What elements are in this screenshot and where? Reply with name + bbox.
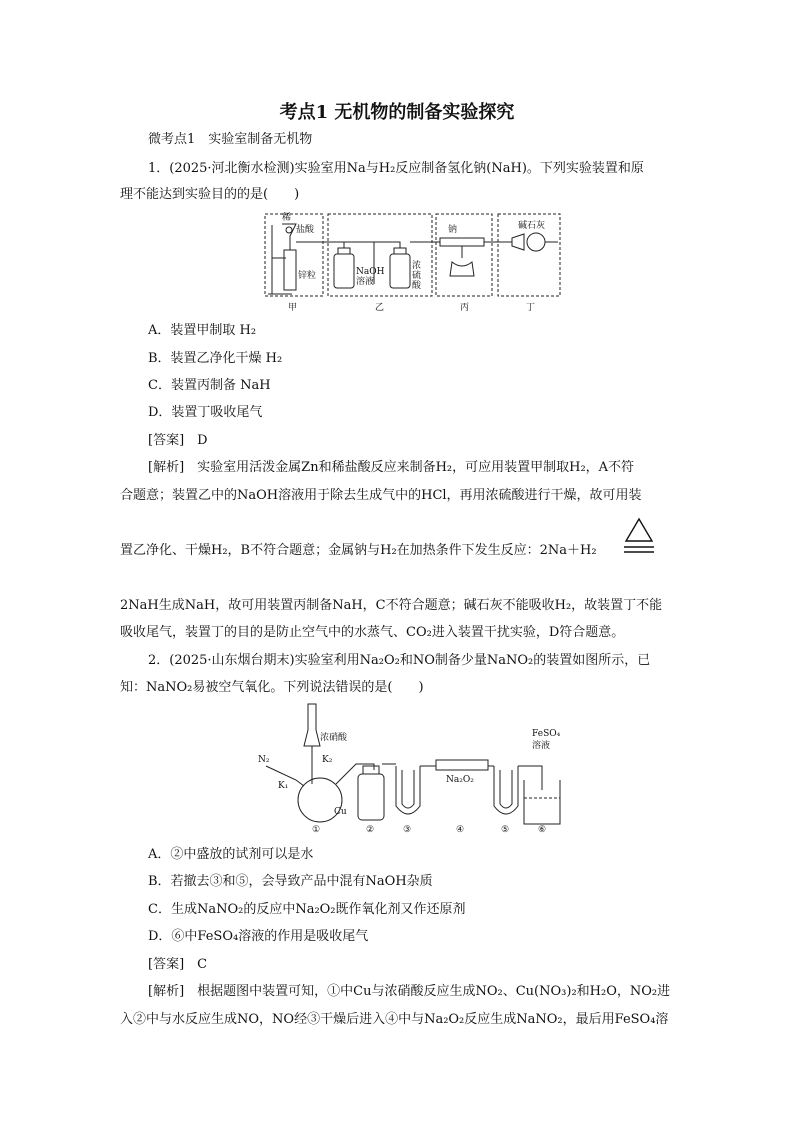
q2-label-n2: N₂ xyxy=(258,755,270,765)
q2-label-k1: K₁ xyxy=(278,781,289,791)
q2-label-c6: ⑥ xyxy=(538,825,547,835)
q2-answer xyxy=(148,956,207,974)
analysis-text: 根据题图中装置可知，①中Cu与浓硝酸反应生成NO₂、Cu(NO₃)₂和H₂O，NO₂进 xyxy=(197,984,671,999)
q2-label-k2: K₂ xyxy=(322,755,333,765)
q2-label-c5: ⑤ xyxy=(501,825,510,835)
q1-label-rongye: 溶液 xyxy=(356,277,375,287)
q2-option-a: A．②中盛放的试剂可以是水 xyxy=(148,847,314,862)
q2-label-cu: Cu xyxy=(334,807,347,817)
q1-option-c: C．装置丙制备 NaH xyxy=(148,378,271,393)
answer-tag: [答案] xyxy=(148,433,185,448)
q1-label-liu: 硫 xyxy=(412,271,422,281)
q2-label-hno3: 浓硝酸 xyxy=(320,733,348,743)
answer-value: C xyxy=(197,957,208,972)
q1-apparatus-figure xyxy=(262,210,562,318)
q2-analysis-line1 xyxy=(148,983,670,1001)
q2-analysis-line2: 入②中与水反应生成NO，NO经③干燥后进入④中与Na₂O₂反应生成NaNO₂，最后用FeSO₄溶 xyxy=(120,1012,669,1027)
heating-triangle-icon xyxy=(622,515,656,559)
q1-analysis-line3: 置乙净化、干燥H₂，B不符合题意；金属钠与H₂在加热条件下发生反应：2Na＋H₂ xyxy=(120,543,597,558)
q2-label-rongye: 溶液 xyxy=(532,741,551,751)
q2-label-c2: ② xyxy=(366,825,375,835)
q2-stem-line2: 知：NaNO₂易被空气氧化。下列说法错误的是( ) xyxy=(120,680,424,695)
q2-label-c1: ① xyxy=(312,825,321,835)
q1-stem-line1: 1．(2025·河北衡水检测)实验室用Na与H₂反应制备氢化钠(NaH)。下列实验装置和原 xyxy=(148,161,644,176)
q1-option-b: B．装置乙净化干燥 H₂ xyxy=(148,351,283,366)
analysis-text: 实验室用活泼金属Zn和稀盐酸反应来制备H₂，可应用装置甲制取H₂，A不符 xyxy=(197,460,635,475)
q1-analysis-line1 xyxy=(148,459,634,477)
subtitle: 微考点1 实验室制备无机物 xyxy=(148,132,313,147)
analysis-tag: [解析] xyxy=(148,984,185,999)
q2-label-c3: ③ xyxy=(403,825,412,835)
q1-analysis-line2: 合题意；装置乙中的NaOH溶液用于除去生成气中的HCl，再用浓硫酸进行干燥，故可用装 xyxy=(120,488,642,503)
q1-label-xi: 稀 xyxy=(282,213,292,223)
q2-label-feso4: FeSO₄ xyxy=(532,729,561,739)
answer-tag: [答案] xyxy=(148,957,185,972)
q2-option-c: C．生成NaNO₂的反应中Na₂O₂既作氧化剂又作还原剂 xyxy=(148,902,466,917)
q1-stem-line2: 理不能达到实验目的的是( ) xyxy=(120,187,300,202)
q1-label-xinli: 锌粒 xyxy=(298,271,317,281)
q1-label-jianshihui: 碱石灰 xyxy=(518,221,546,231)
q1-option-a: A．装置甲制取 H₂ xyxy=(148,323,257,338)
q2-option-b: B．若撤去③和⑤，会导致产品中混有NaOH杂质 xyxy=(148,874,433,889)
q1-label-nong: 浓 xyxy=(412,261,422,271)
q1-label-bing: 丙 xyxy=(460,303,470,313)
q1-label-na: 钠 xyxy=(448,225,458,235)
q2-option-d: D．⑥中FeSO₄溶液的作用是吸收尾气 xyxy=(148,929,369,944)
answer-value: D xyxy=(197,433,208,448)
q1-label-yansuan: 盐酸 xyxy=(296,225,315,235)
analysis-tag: [解析] xyxy=(148,460,185,475)
q1-answer xyxy=(148,432,208,450)
q1-label-yi: 乙 xyxy=(375,303,385,313)
q1-option-d: D．装置丁吸收尾气 xyxy=(148,405,263,420)
page-title: 考点1 无机物的制备实验探究 xyxy=(279,102,515,123)
q2-apparatus-figure xyxy=(256,700,568,838)
q1-label-jia: 甲 xyxy=(288,303,298,313)
q2-stem-line1: 2．(2025·山东烟台期末)实验室利用Na₂O₂和NO制备少量NaNO₂的装置如图所示，已 xyxy=(148,653,651,668)
q1-label-suan: 酸 xyxy=(412,281,422,291)
q1-label-naoh: NaOH xyxy=(356,267,385,277)
q1-analysis-line5: 吸收尾气，装置丁的目的是防止空气中的水蒸气、CO₂进入装置干扰实验，D符合题意。 xyxy=(120,625,625,640)
q2-label-na2o2: Na₂O₂ xyxy=(446,775,474,785)
q1-analysis-line4: 2NaH生成NaH，故可用装置丙制备NaH，C不符合题意；碱石灰不能吸收H₂，故装置丁不能 xyxy=(120,598,663,613)
q1-label-ding: 丁 xyxy=(526,303,536,313)
q2-label-c4: ④ xyxy=(456,825,465,835)
